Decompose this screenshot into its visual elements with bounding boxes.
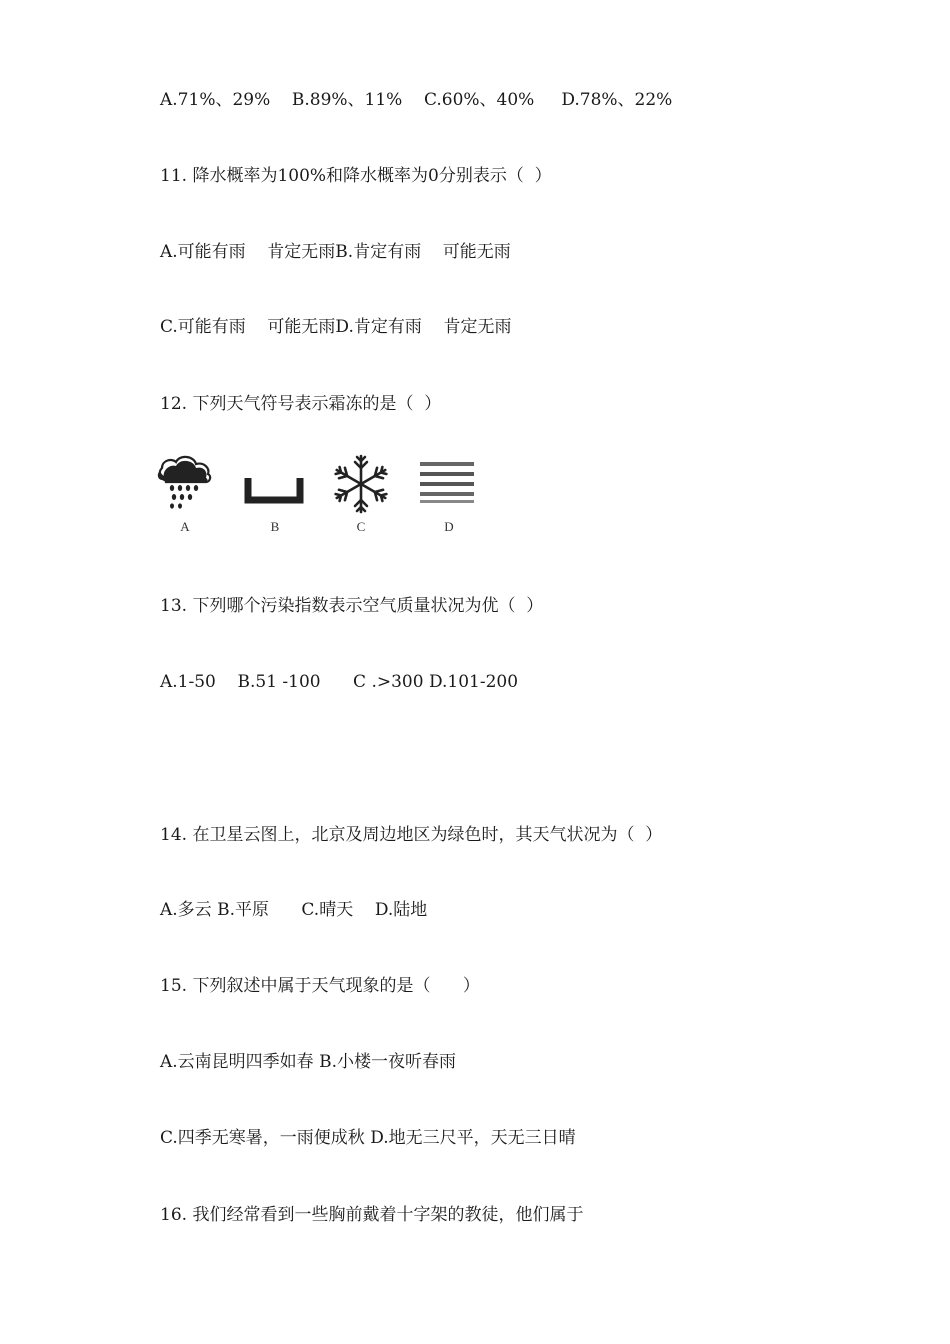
q16-stem: 16. 我们经常看到一些胸前戴着十字架的教徒，他们属于 — [160, 1205, 584, 1225]
q15-options-ab: A.云南昆明四季如春 B.小楼一夜听春雨 — [160, 1052, 456, 1072]
q12-stem: 12. 下列天气符号表示霜冻的是（ ） — [160, 394, 442, 414]
q15-stem: 15. 下列叙述中属于天气现象的是（ ） — [160, 976, 480, 996]
weather-symbol-figure — [150, 450, 490, 540]
symbol-d — [414, 450, 484, 540]
q14-options: A.多云 B.平原 C.晴天 D.陆地 — [160, 900, 428, 920]
fog-icon — [414, 450, 484, 516]
symbol-b — [240, 450, 310, 540]
q11-stem: 11. 降水概率为100%和降水概率为0分别表示（ ） — [160, 166, 552, 186]
symbol-b-label: B — [270, 519, 280, 534]
snowflake-icon — [326, 450, 396, 516]
q11-options-ab: A.可能有雨 肯定无雨B.肯定有雨 可能无雨 — [160, 242, 511, 262]
q13-stem: 13. 下列哪个污染指数表示空气质量状况为优（ ） — [160, 596, 544, 616]
q10-options: A.71%、29% B.89%、11% C.60%、40% D.78%、22% — [160, 90, 673, 110]
q14-stem: 14. 在卫星云图上，北京及周边地区为绿色时，其天气状况为（ ） — [160, 825, 663, 845]
q13-options: A.1-50 B.51 -100 C .>300 D.101-200 — [160, 672, 519, 692]
symbol-d-label: D — [444, 519, 454, 534]
symbol-a — [150, 450, 220, 540]
q15-options-cd: C.四季无寒暑，一雨便成秋 D.地无三尺平，天无三日晴 — [160, 1128, 576, 1148]
frost-symbol-icon — [240, 450, 310, 516]
rain-snow-cloud-icon — [150, 450, 220, 516]
symbol-c — [326, 450, 396, 540]
q11-options-cd: C.可能有雨 可能无雨D.肯定有雨 肯定无雨 — [160, 317, 512, 337]
symbol-c-label: C — [356, 519, 366, 534]
symbol-a-label: A — [180, 519, 190, 534]
